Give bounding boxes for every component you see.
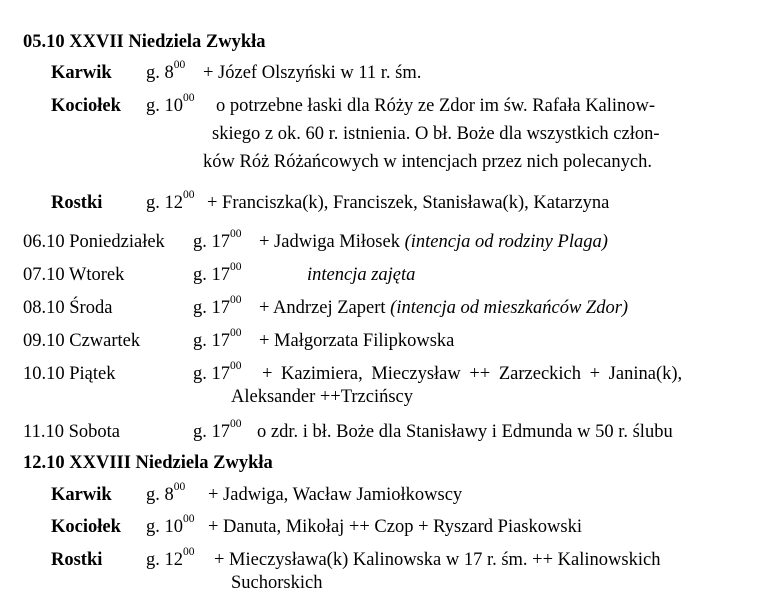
week2-rostki-intention-line2: Suchorskich bbox=[231, 573, 323, 593]
weekday-intention: + Małgorzata Filipkowska bbox=[259, 331, 455, 351]
weekday-day: 09.10 Czwartek bbox=[23, 331, 141, 351]
week2-karwik-intention: + Jadwiga, Wacław Jamiołkowscy bbox=[208, 485, 463, 505]
week2-kociolek-place: Kociołek bbox=[51, 517, 121, 537]
weekday-time: g. $17^{00}$ bbox=[193, 228, 242, 252]
weekday-day: 11.10 Sobota bbox=[23, 422, 120, 442]
week2-karwik-time: g. $8^{00}$ bbox=[146, 481, 186, 505]
weekday-day: 07.10 Wtorek bbox=[23, 265, 125, 285]
week1-rostki-time: g. $12^{00}$ bbox=[146, 189, 195, 213]
week2-heading: 12.10 XXVIII Niedziela Zwykła bbox=[23, 453, 273, 473]
weekday-time: g. $17^{00}$ bbox=[193, 294, 242, 318]
week1-rostki-intention: + Franciszka(k), Franciszek, Stanisława(k), Katarzyna bbox=[207, 193, 610, 213]
week2-rostki-time: g. $12^{00}$ bbox=[146, 546, 195, 570]
weekday-time: g. $17^{00}$ bbox=[193, 418, 242, 442]
week1-kociolek-time: g. $10^{00}$ bbox=[146, 92, 195, 116]
weekday-intention: + Andrzej Zapert (intencja od mieszkańców Zdor) bbox=[259, 298, 629, 318]
weekday-day: 08.10 Środa bbox=[23, 298, 113, 318]
weekday-time: g. $17^{00}$ bbox=[193, 327, 242, 351]
week1-karwik-place: Karwik bbox=[51, 63, 112, 83]
weekday-note: (intencja od rodziny Plaga) bbox=[404, 232, 608, 252]
week1-karwik-intention: + Józef Olszyński w 11 r. śm. bbox=[203, 63, 422, 83]
weekday-time: g. $17^{00}$ bbox=[193, 360, 242, 384]
weekday-intention: o zdr. i bł. Boże dla Stanisławy i Edmunda w 50 r. ślubu bbox=[257, 422, 673, 442]
weekday-note: (intencja od mieszkańców Zdor) bbox=[390, 298, 629, 318]
week1-rostki-place: Rostki bbox=[51, 193, 103, 213]
week1-kociolek-intention-line1: o potrzebne łaski dla Róży ze Zdor im św. Rafała Kalinow- bbox=[216, 96, 656, 116]
weekday-time: g. $17^{00}$ bbox=[193, 261, 242, 285]
weekday-day: 10.10 Piątek bbox=[23, 364, 116, 384]
weekday-intention: + Jadwiga Miłosek (intencja od rodziny Plaga) bbox=[259, 232, 608, 252]
week2-karwik-place: Karwik bbox=[51, 485, 112, 505]
weekday-day: 06.10 Poniedziałek bbox=[23, 232, 165, 252]
weekday-note: intencja zajęta bbox=[307, 265, 416, 285]
week2-kociolek-time: g. $10^{00}$ bbox=[146, 513, 195, 537]
week1-karwik-time: g. $8^{00}$ bbox=[146, 59, 186, 83]
weekday-intention-line2: Aleksander ++Trzcińscy bbox=[231, 387, 414, 407]
week2-rostki-place: Rostki bbox=[51, 550, 103, 570]
week1-heading: 05.10 XXVII Niedziela Zwykła bbox=[23, 32, 266, 52]
week2-rostki-intention-line1: + Mieczysława(k) Kalinowska w 17 r. śm. ++ Kalinowskich bbox=[214, 550, 661, 570]
week1-kociolek-intention-line3: ków Róż Różańcowych w intencjach przez nich polecanych. bbox=[203, 152, 652, 172]
weekday-intention: + Kazimiera, Mieczysław ++ Zarzeckich + Janina(k), bbox=[262, 364, 683, 384]
week1-kociolek-intention-line2: skiego z ok. 60 r. istnienia. O bł. Boże dla wszystkich człon- bbox=[212, 124, 660, 144]
week2-kociolek-intention: + Danuta, Mikołaj ++ Czop + Ryszard Piaskowski bbox=[208, 517, 582, 537]
week1-kociolek-place: Kociołek bbox=[51, 96, 121, 116]
